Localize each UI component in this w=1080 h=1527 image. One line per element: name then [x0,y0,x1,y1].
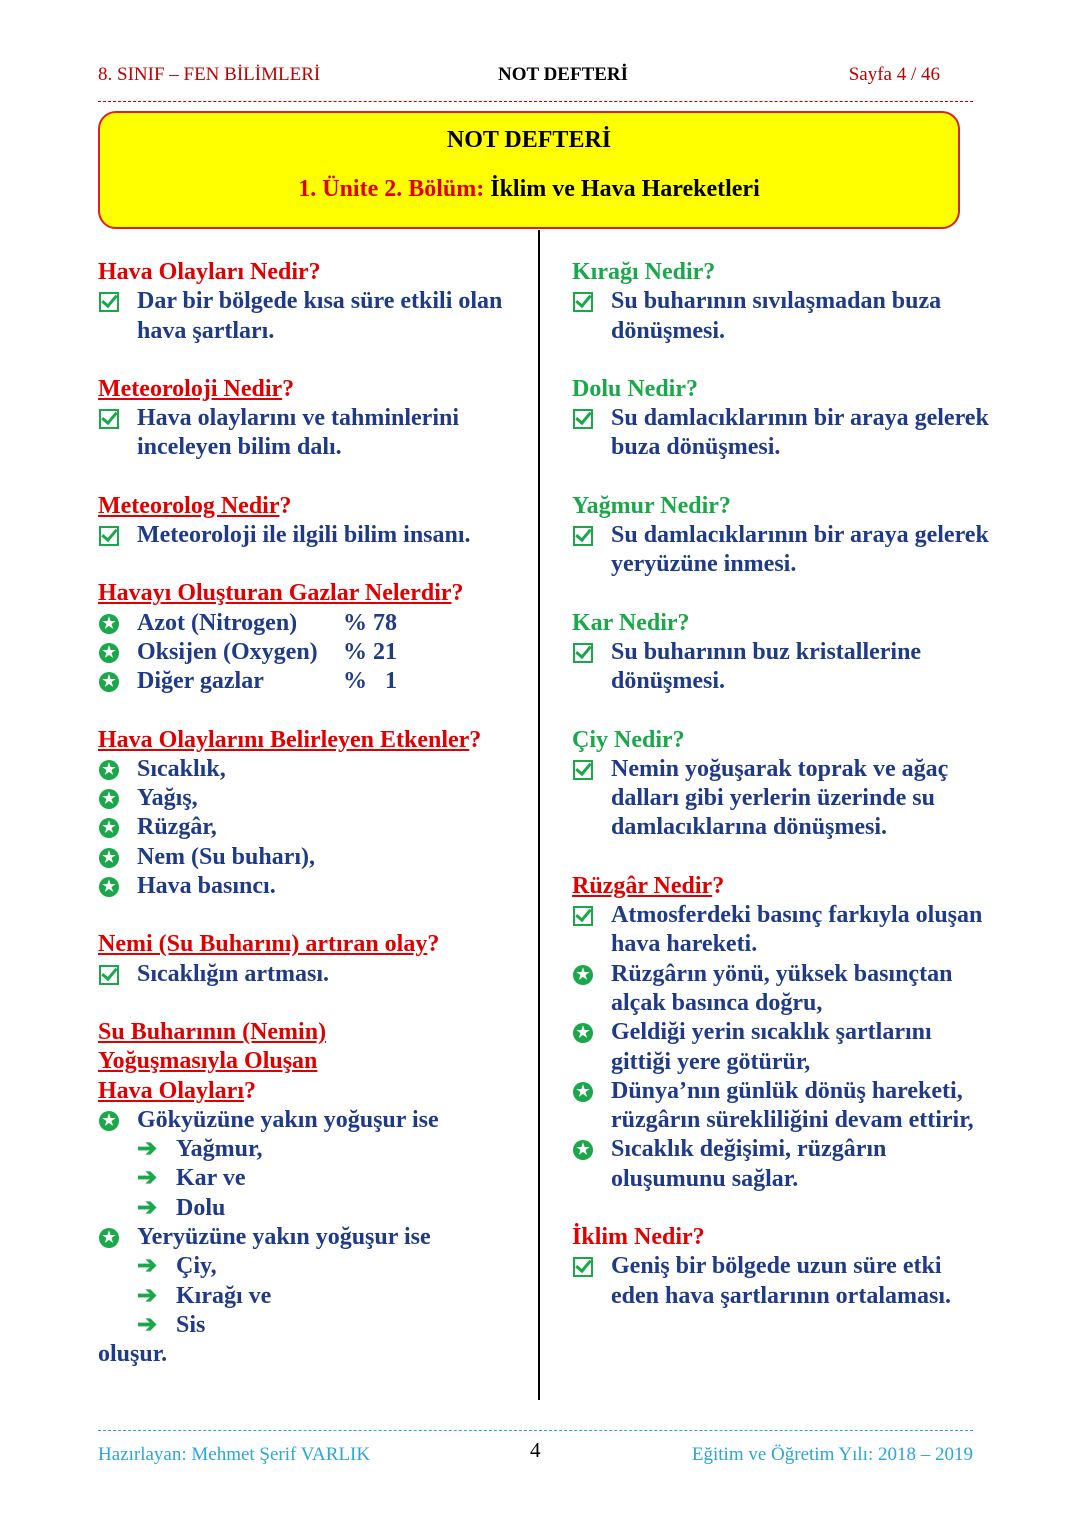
gas-row: ★ Azot (Nitrogen) % 78 [98,609,530,638]
arrow-right-icon: ➔ [137,1311,158,1338]
closing-text: oluşur. [98,1341,168,1368]
section-heading: Hava Olaylarını Belirleyen Etkenler? [98,726,482,753]
star-icon: ★ [99,789,119,809]
section-heading: Dolu Nedir? [572,375,698,402]
list-item: Sıcaklığın artması. [98,960,530,989]
section-heading: Su Buharının (Nemin) Yoğuşmasıyla Oluşan Hava Olayları? [98,1018,327,1104]
list-item: Meteoroloji ile ilgili bilim insanı. [98,521,530,550]
list-item: ★ Yeryüzüne yakın yoğuşur ise [98,1223,530,1252]
list-item: ★ Sıcaklık değişimi, rüzgârın oluşumunu sağlar. [572,1135,992,1194]
list-item: ★ Gökyüzüne yakın yoğuşur ise [98,1106,530,1135]
section-heading: Kırağı Nedir? [572,259,716,285]
list-item: ★ Yağış, [98,784,530,813]
section-heading: Hava Olayları Nedir? [98,259,321,285]
left-column [98,258,530,1370]
star-icon: ★ [99,1228,119,1248]
gas-row: ★ Oksijen (Oxygen) % 21 [98,638,530,667]
checkbox-icon [573,526,593,546]
star-icon: ★ [99,848,119,868]
right-column [572,258,992,1311]
arrow-right-icon: ➔ [137,1253,158,1280]
list-item: Atmosferdeki basınç farkıyla oluşan hava hareketi. [572,901,992,960]
sub-item: ➔ Yağmur, [98,1135,530,1164]
banner-subtitle [100,176,958,203]
header-title: NOT DEFTERİ [498,64,629,85]
arrow-right-icon: ➔ [137,1194,158,1221]
star-icon: ★ [99,877,119,897]
section-heading: Nemi (Su Buharını) artıran olay? [98,931,440,958]
list-item: ★ Hava basıncı. [98,872,530,901]
star-icon: ★ [573,1140,593,1160]
checkbox-icon [573,409,593,429]
section-heading: Havayı Oluşturan Gazlar Nelerdir? [98,580,464,607]
list-item: Su buharının buz kristallerine dönüşmesi. [572,638,992,697]
checkbox-icon [573,760,593,780]
banner-unit: 1. Ünite 2. Bölüm: [298,176,485,202]
list-item: ★ Nem (Su buharı), [98,843,530,872]
checkbox-icon [573,292,593,312]
checkbox-icon [99,526,119,546]
star-icon: ★ [573,1023,593,1043]
checkbox-icon [573,1257,593,1277]
footer-page-number: 4 [530,1438,541,1462]
arrow-right-icon: ➔ [137,1136,158,1163]
sub-item: ➔ Kar ve [98,1164,530,1193]
header-divider [98,101,973,102]
list-item: Su damlacıklarının bir araya gelerek yeryüzüne inmesi. [572,521,992,580]
section-heading: Kar Nedir? [572,609,690,636]
arrow-right-icon: ➔ [137,1282,158,1309]
list-item: Geniş bir bölgede uzun süre etki eden hava şartlarının ortalaması. [572,1252,992,1311]
title-banner [98,111,960,229]
list-item: ★ Rüzgârın yönü, yüksek basınçtan alçak basınca doğru, [572,960,992,1019]
list-item: Su damlacıklarının bir araya gelerek buza dönüşmesi. [572,404,992,463]
star-icon: ★ [99,760,119,780]
list-item: ★ Rüzgâr, [98,813,530,842]
footer-school-year: Eğitim ve Öğretim Yılı: 2018 – 2019 [691,1444,973,1465]
header-course: 8. SINIF – FEN BİLİMLERİ [98,64,321,85]
star-icon: ★ [573,1082,593,1102]
sub-item: ➔ Dolu [98,1194,530,1223]
footer-author: Hazırlayan: Mehmet Şerif VARLIK [98,1444,371,1465]
star-icon: ★ [99,818,119,838]
checkbox-icon [99,409,119,429]
star-icon: ★ [99,614,119,634]
checkbox-icon [573,643,593,663]
list-item: ★ Geldiği yerin sıcaklık şartlarını gittiği yere götürür, [572,1018,992,1077]
list-item: Dar bir bölgede kısa süre etkili olan hava şartları. [98,287,530,346]
star-icon: ★ [99,672,119,692]
section-heading: Meteoroloji Nedir? [98,375,295,402]
star-icon: ★ [573,965,593,985]
sub-item: ➔ Kırağı ve [98,1282,530,1311]
list-item: ★ Sıcaklık, [98,755,530,784]
column-divider [538,230,540,1400]
list-item: Hava olaylarını ve tahminlerini inceleyen bilim dalı. [98,404,530,463]
list-item: Nemin yoğuşarak toprak ve ağaç dalları gibi yerlerin üzerinde su damlacıklarına dönüşmesi. [572,755,992,843]
section-heading: İklim Nedir? [572,1224,705,1251]
checkbox-icon [573,906,593,926]
section-heading: Rüzgâr Nedir? [572,872,725,899]
gas-row: ★ Diğer gazlar % 1 [98,667,530,696]
list-item: Su buharının sıvılaşmadan buza dönüşmesi. [572,287,992,346]
header-page-number: Sayfa 4 / 46 [848,64,940,85]
star-icon: ★ [99,1111,119,1131]
footer-divider [98,1430,973,1431]
checkbox-icon [99,965,119,985]
section-heading: Yağmur Nedir? [572,492,731,519]
section-heading: Meteorolog Nedir? [98,492,292,519]
section-heading: Çiy Nedir? [572,726,685,753]
star-icon: ★ [99,643,119,663]
banner-topic: İklim ve Hava Hareketleri [490,176,760,202]
banner-title: NOT DEFTERİ [446,127,612,153]
arrow-right-icon: ➔ [137,1165,158,1192]
sub-item: ➔ Sis [98,1311,530,1340]
page-header [98,64,940,92]
sub-item: ➔ Çiy, [98,1252,530,1281]
list-item: ★ Dünya’nın günlük dönüş hareketi, rüzgârın sürekliliğini devam ettirir, [572,1077,992,1136]
checkbox-icon [99,292,119,312]
